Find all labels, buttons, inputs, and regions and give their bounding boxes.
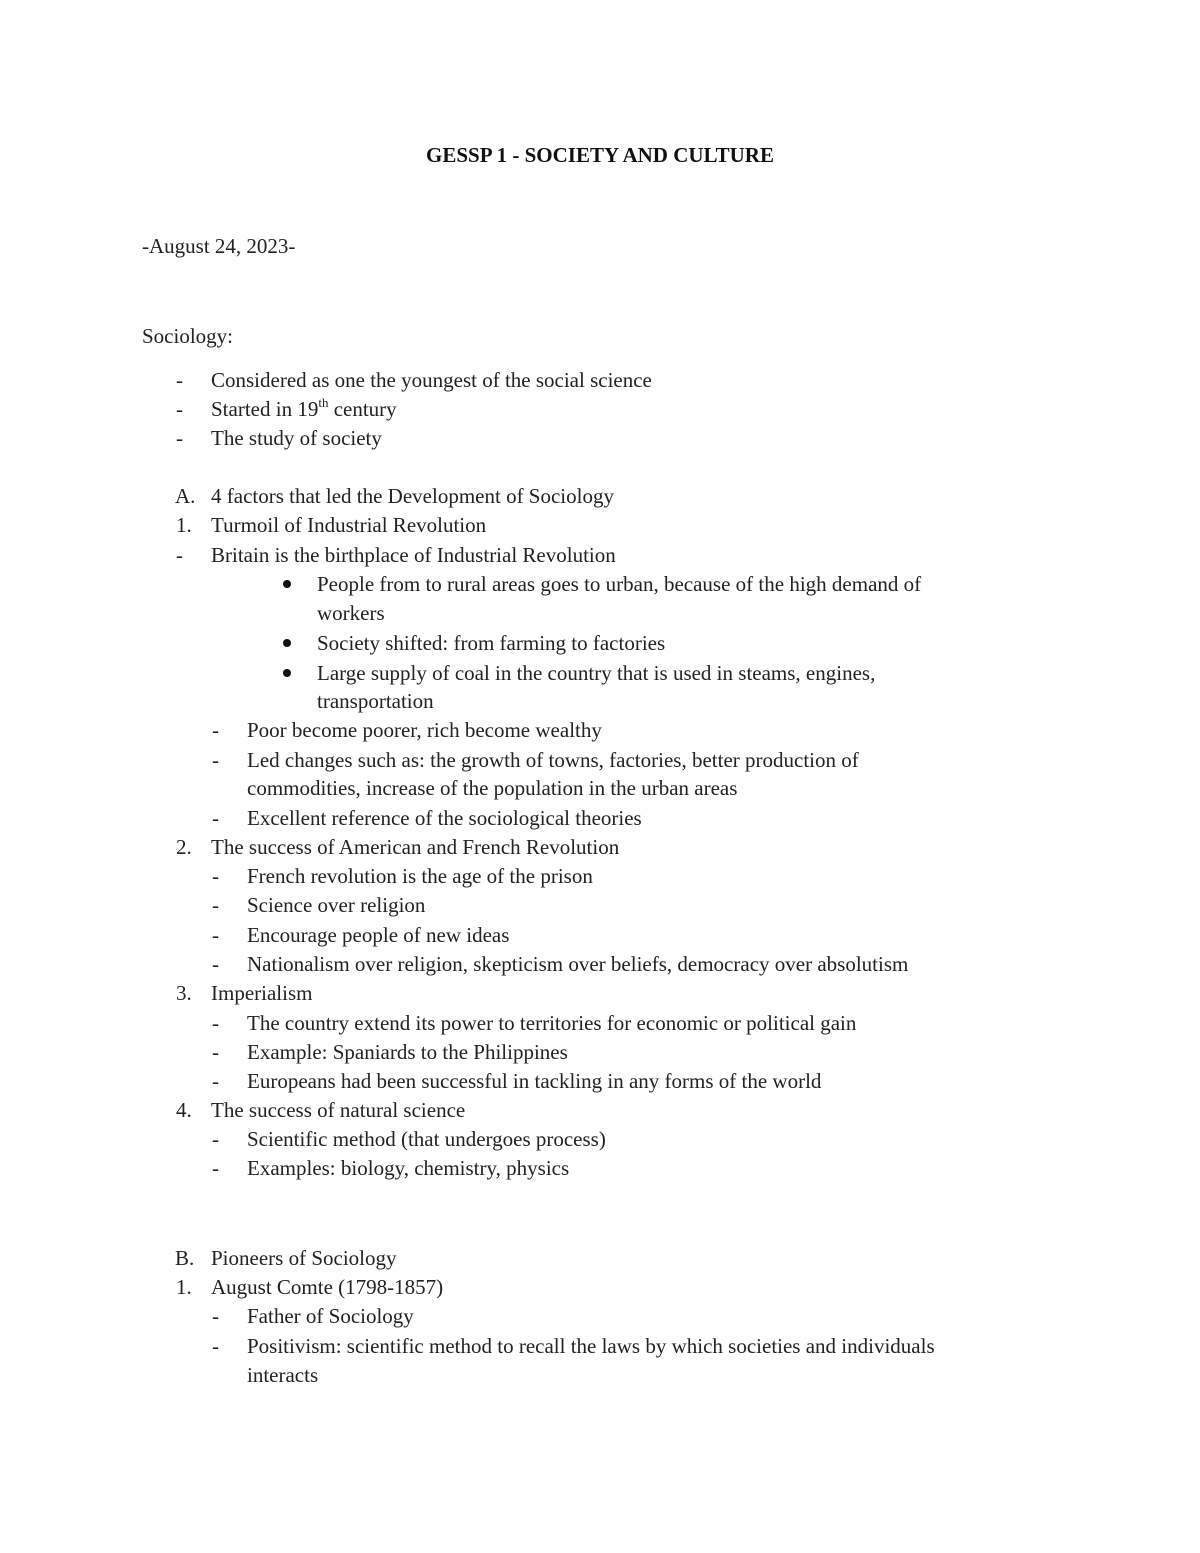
list-item: French revolution is the age of the prison <box>247 864 593 888</box>
bullet-icon <box>283 639 291 647</box>
factor-2-title: The success of American and French Revolution <box>211 835 620 859</box>
bullet-item: People from to rural areas goes to urban, because of the high demand of <box>317 572 922 596</box>
list-item: Nationalism over religion, skepticism over beliefs, democracy over absolutism <box>247 952 909 976</box>
pioneer-1-marker: 1. <box>176 1275 192 1299</box>
bullet-item: Large supply of coal in the country that is used in steams, engines, <box>317 661 876 685</box>
dash-marker: - <box>212 893 219 917</box>
list-item: The country extend its power to territories for economic or political gain <box>247 1011 857 1035</box>
section-b-marker: B. <box>175 1246 195 1270</box>
dash-marker: - <box>212 1304 219 1328</box>
dash-marker: - <box>212 864 219 888</box>
bullet-item-cont: transportation <box>317 689 434 713</box>
dash-marker: - <box>176 426 183 450</box>
dash-marker: - <box>212 806 219 830</box>
dash-marker: - <box>176 368 183 392</box>
section-a-heading: 4 factors that led the Development of Sociology <box>211 484 614 508</box>
list-item: Example: Spaniards to the Philippines <box>247 1040 568 1064</box>
dash-marker: - <box>212 718 219 742</box>
list-item: Europeans had been successful in tackling in any forms of the world <box>247 1069 822 1093</box>
pioneer-1-title: August Comte (1798-1857) <box>211 1275 444 1299</box>
document-title: GESSP 1 - SOCIETY AND CULTURE <box>426 143 774 167</box>
bullet-icon <box>283 580 291 588</box>
list-item: Scientific method (that undergoes process) <box>247 1127 606 1151</box>
bullet-item-cont: workers <box>317 601 385 625</box>
dash-marker: - <box>212 1040 219 1064</box>
dash-marker: - <box>212 1069 219 1093</box>
date-line: -August 24, 2023- <box>142 234 296 258</box>
factor-3-title: Imperialism <box>211 981 313 1005</box>
list-item: Excellent reference of the sociological theories <box>247 806 642 830</box>
list-item-cont: interacts <box>247 1363 319 1387</box>
dash-marker: - <box>212 1334 219 1358</box>
list-item: Father of Sociology <box>247 1304 414 1328</box>
list-item: Encourage people of new ideas <box>247 923 510 947</box>
sociology-heading: Sociology: <box>142 324 234 348</box>
dash-marker: - <box>176 397 183 421</box>
dash-marker: - <box>212 1011 219 1035</box>
list-item-started: Started in 19th century <box>211 395 397 421</box>
list-item: Science over religion <box>247 893 426 917</box>
list-item: Poor become poorer, rich become wealthy <box>247 718 602 742</box>
list-item: Positivism: scientific method to recall the laws by which societies and individuals <box>247 1334 935 1358</box>
list-item: Considered as one the youngest of the social science <box>211 368 652 392</box>
list-item-cont: commodities, increase of the population in the urban areas <box>247 776 738 800</box>
dash-marker: - <box>212 923 219 947</box>
dash-marker: - <box>212 1156 219 1180</box>
list-item: Led changes such as: the growth of towns, factories, better production of <box>247 748 859 772</box>
dash-marker: - <box>212 952 219 976</box>
list-item: Examples: biology, chemistry, physics <box>247 1156 570 1180</box>
factor-4-title: The success of natural science <box>211 1098 466 1122</box>
factor-1-marker: 1. <box>176 513 192 537</box>
bullet-item: Society shifted: from farming to factories <box>317 631 666 655</box>
factor-3-marker: 3. <box>176 981 192 1005</box>
dash-marker: - <box>212 748 219 772</box>
factor-1-title: Turmoil of Industrial Revolution <box>211 513 487 537</box>
section-b-heading: Pioneers of Sociology <box>211 1246 397 1270</box>
list-item: The study of society <box>211 426 382 450</box>
factor-2-marker: 2. <box>176 835 192 859</box>
dash-marker: - <box>176 543 183 567</box>
bullet-icon <box>283 669 291 677</box>
dash-marker: - <box>212 1127 219 1151</box>
factor-4-marker: 4. <box>176 1098 192 1122</box>
section-a-marker: A. <box>175 484 196 508</box>
list-item: Britain is the birthplace of Industrial Revolution <box>211 543 616 567</box>
